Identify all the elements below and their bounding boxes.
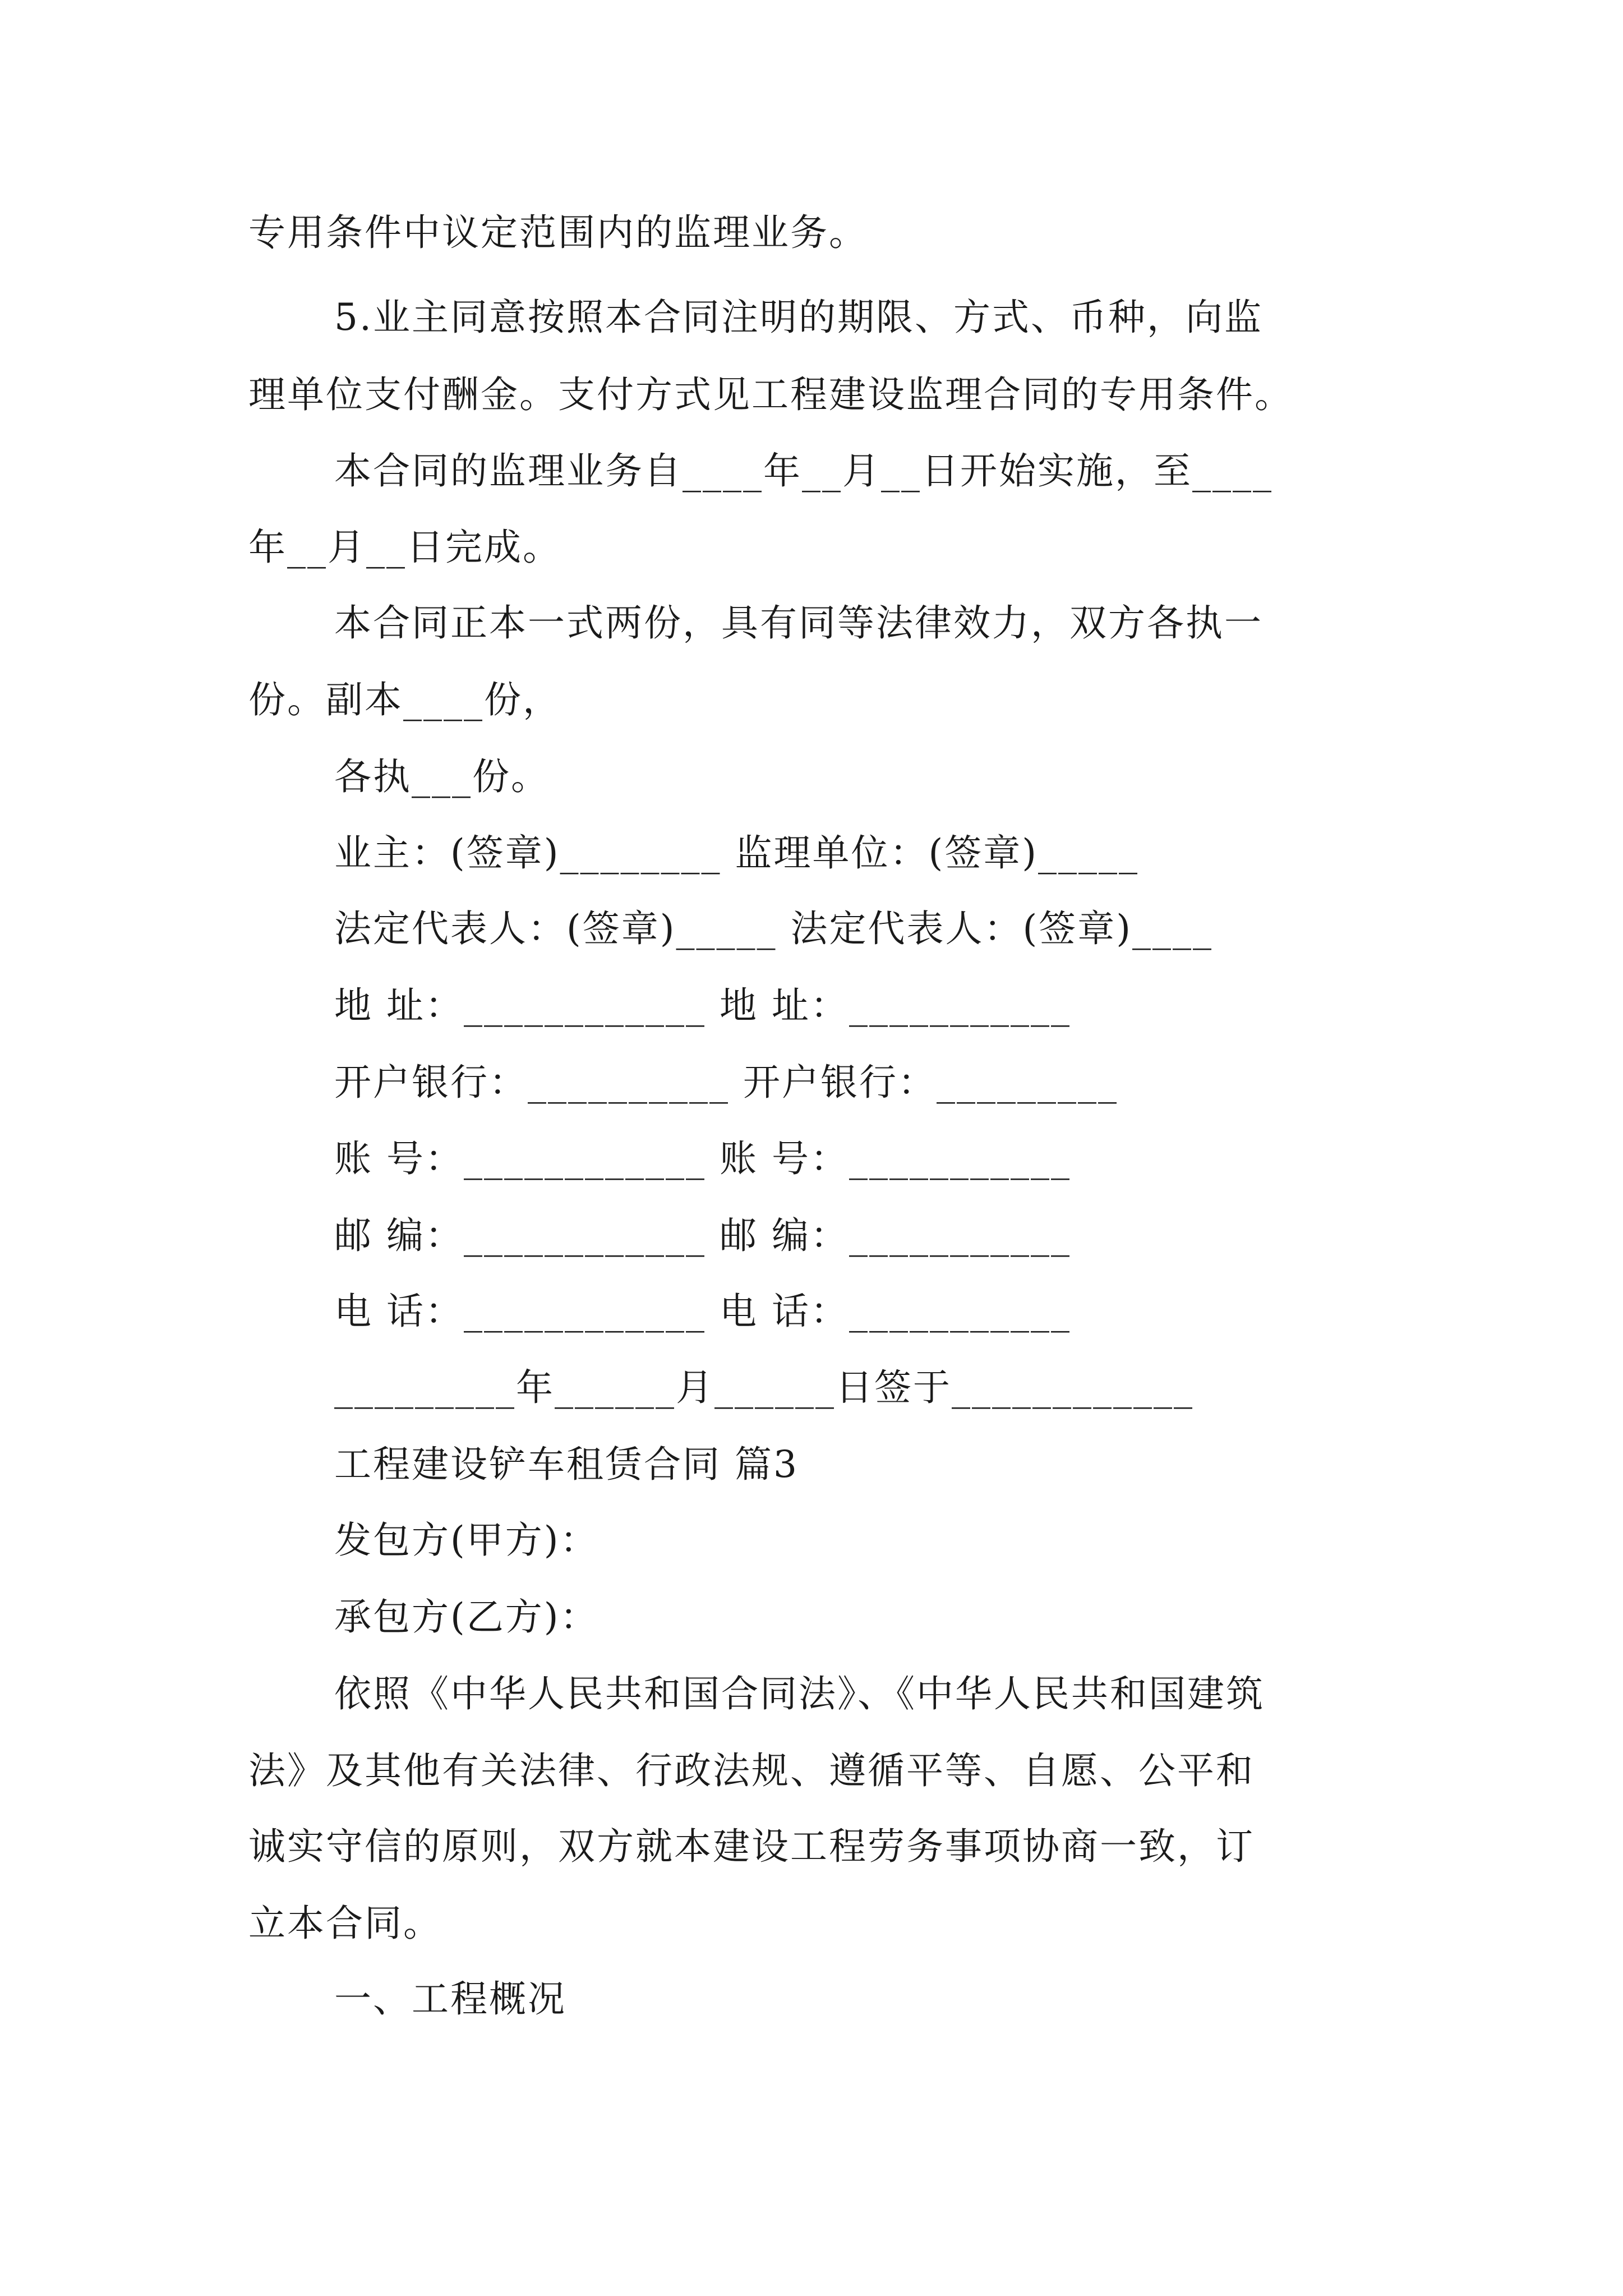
text-line: 地 址：____________ 地 址：___________ — [334, 984, 1071, 1027]
text-line: 本合同的监理业务自____年__月__日开始实施，至____ — [334, 449, 1273, 493]
text-line: 理单位支付酬金。支付方式见工程建设监理合同的专用条件。 — [248, 373, 1293, 416]
section-heading: 一、工程概况 — [334, 1977, 566, 2021]
text-line: 业主：(签章)________ 监理单位：(签章)_____ — [334, 831, 1139, 875]
text-line: _________年______月______日签于____________ — [334, 1366, 1194, 1409]
text-line: 5.业主同意按照本合同注明的期限、方式、币种，向监 — [334, 296, 1263, 339]
text-line: 依照《中华人民共和国合同法》、《中华人民共和国建筑 — [334, 1672, 1265, 1715]
text-line: 本合同正本一式两份，具有同等法律效力，双方各执一 — [334, 601, 1263, 645]
text-line: 各执___份。 — [334, 755, 550, 798]
text-line: 年__月__日完成。 — [248, 526, 561, 569]
text-line: 账 号：____________ 账 号：___________ — [334, 1137, 1071, 1180]
text-line: 法定代表人：(签章)_____ 法定代表人：(签章)____ — [334, 907, 1213, 950]
text-line: 诚实守信的原则，双方就本建设工程劳务事项协商一致，订 — [248, 1825, 1255, 1868]
text-line: 法》及其他有关法律、行政法规、遵循平等、自愿、公平和 — [248, 1749, 1255, 1792]
text-line: 邮 编：____________ 邮 编：___________ — [334, 1214, 1071, 1257]
text-line: 专用条件中议定范围内的监理业务。 — [248, 211, 868, 254]
text-line: 承包方(乙方)： — [334, 1595, 599, 1639]
text-line: 立本合同。 — [248, 1902, 442, 1945]
text-line: 发包方(甲方)： — [334, 1519, 599, 1562]
text-line: 份。副本____份， — [248, 678, 561, 721]
text-line: 电 话：____________ 电 话：___________ — [334, 1290, 1071, 1333]
section-title: 工程建设铲车租赁合同 篇3 — [334, 1443, 799, 1486]
text-line: 开户银行：__________ 开户银行：_________ — [334, 1061, 1118, 1104]
